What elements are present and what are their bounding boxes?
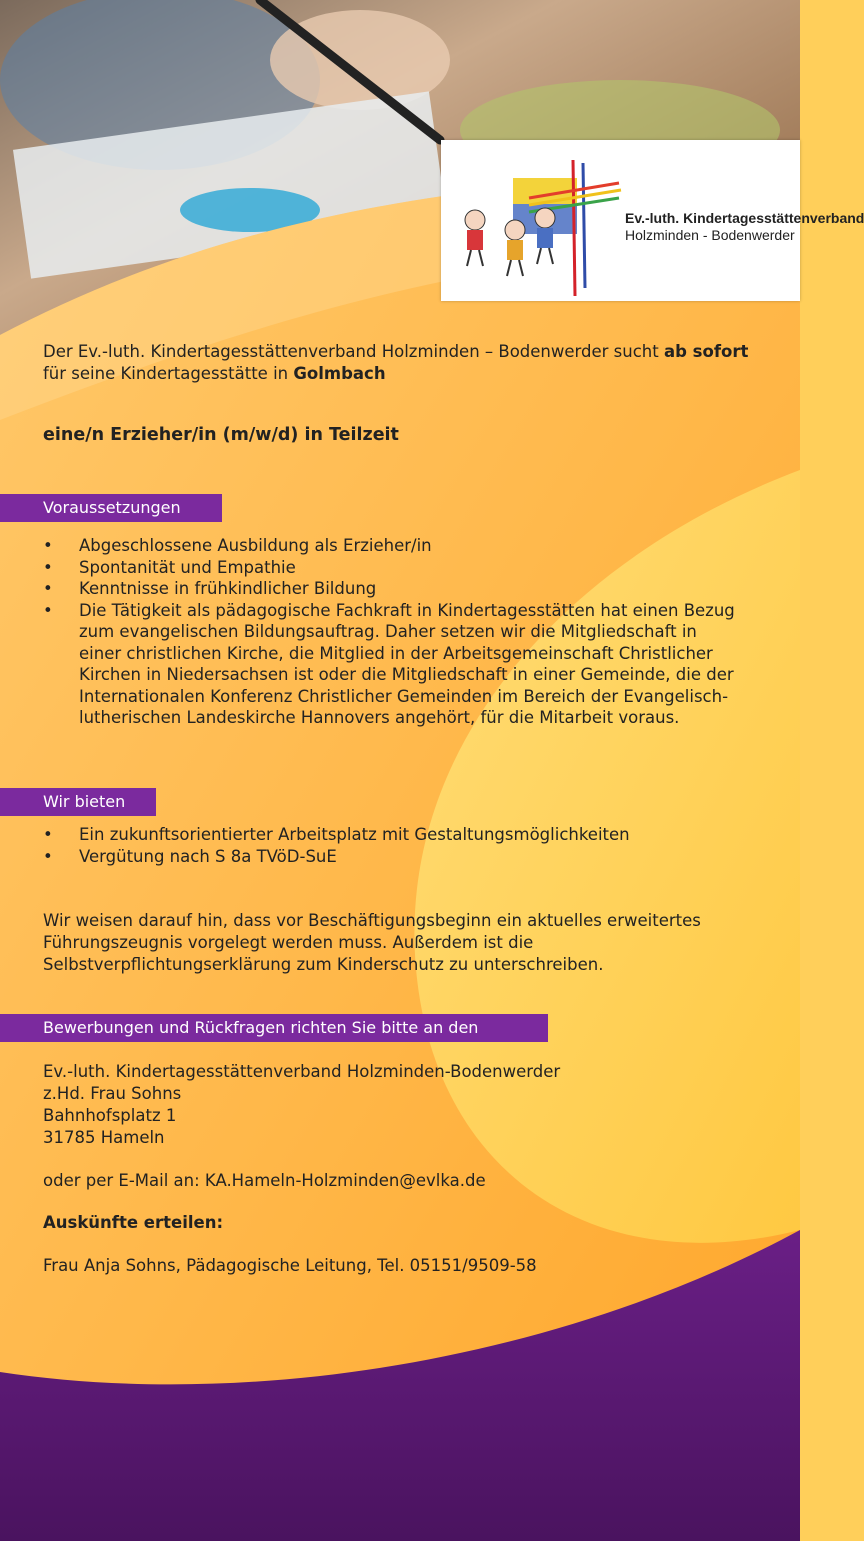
offer-heading: Wir bieten [0, 788, 156, 816]
list-item: • Spontanität und Empathie [43, 557, 743, 579]
logo-title: Ev.-luth. Kindertagesstättenverband [625, 210, 864, 226]
apply-heading: Bewerbungen und Rückfragen richten Sie bitte an den [0, 1014, 548, 1042]
address-line: 31785 Hameln [43, 1128, 165, 1147]
requirements-heading: Voraussetzungen [0, 494, 222, 522]
requirements-list [43, 535, 743, 729]
logo-emblem-icon [451, 148, 631, 298]
list-item: • Abgeschlossene Ausbildung als Erzieher/in [43, 535, 743, 557]
email-line[interactable]: oder per E-Mail an: KA.Hameln-Holzminden@evlka.de [43, 1171, 486, 1190]
logo-subtitle: Holzminden - Bodenwerder [625, 227, 795, 243]
job-title: eine/n Erzieher/in (m/w/d) in Teilzeit [43, 425, 399, 445]
logo [441, 140, 864, 301]
address-line: Ev.-luth. Kindertagesstättenverband Holzminden-Bodenwerder [43, 1062, 561, 1081]
list-item: • Ein zukunftsorientierter Arbeitsplatz mit Gestaltungsmöglichkeiten [43, 824, 743, 846]
notice-text: Wir weisen darauf hin, dass vor Beschäftigungsbeginn ein aktuelles erweitertes Führungszeugnis vorgelegt werden muss. Außerdem ist die Selbstverpflichtungserklärung zum Kinderschutz zu unterschreiben. [43, 911, 701, 974]
offer-list [43, 824, 743, 867]
contact-line: Frau Anja Sohns, Pädagogische Leitung, Tel. 05151/9509-58 [43, 1256, 537, 1275]
list-item: • Die Tätigkeit als pädagogische Fachkraft in Kindertagesstätten hat einen Bezug zum evangelischen Bildungsauftrag. Daher setzen wir die Mitgliedschaft in einer christlichen Kirche, die Mitglied in der Arbeitsgemeinschaft Christlicher Kirchen in Niedersachsen ist oder die Mitgliedschaft in einer Gemeinde, die der Internationalen Konferenz Christlicher Gemeinden im Bereich der Evangelisch-lutherischen Landeskirche Hannovers angehört, für die Mitarbeit voraus. [43, 600, 743, 729]
postal-address [43, 1061, 763, 1149]
address-line: z.Hd. Frau Sohns [43, 1084, 182, 1103]
intro-text: Der Ev.-luth. Kindertagesstättenverband Holzminden – Bodenwerder sucht ab sofort für seine Kindertagesstätte in Golmbach [43, 342, 749, 383]
address-line: Bahnhofsplatz 1 [43, 1106, 177, 1125]
list-item: • Kenntnisse in frühkindlicher Bildung [43, 578, 743, 600]
info-heading: Auskünfte erteilen: [43, 1213, 224, 1232]
list-item: • Vergütung nach S 8a TVöD-SuE [43, 846, 743, 868]
